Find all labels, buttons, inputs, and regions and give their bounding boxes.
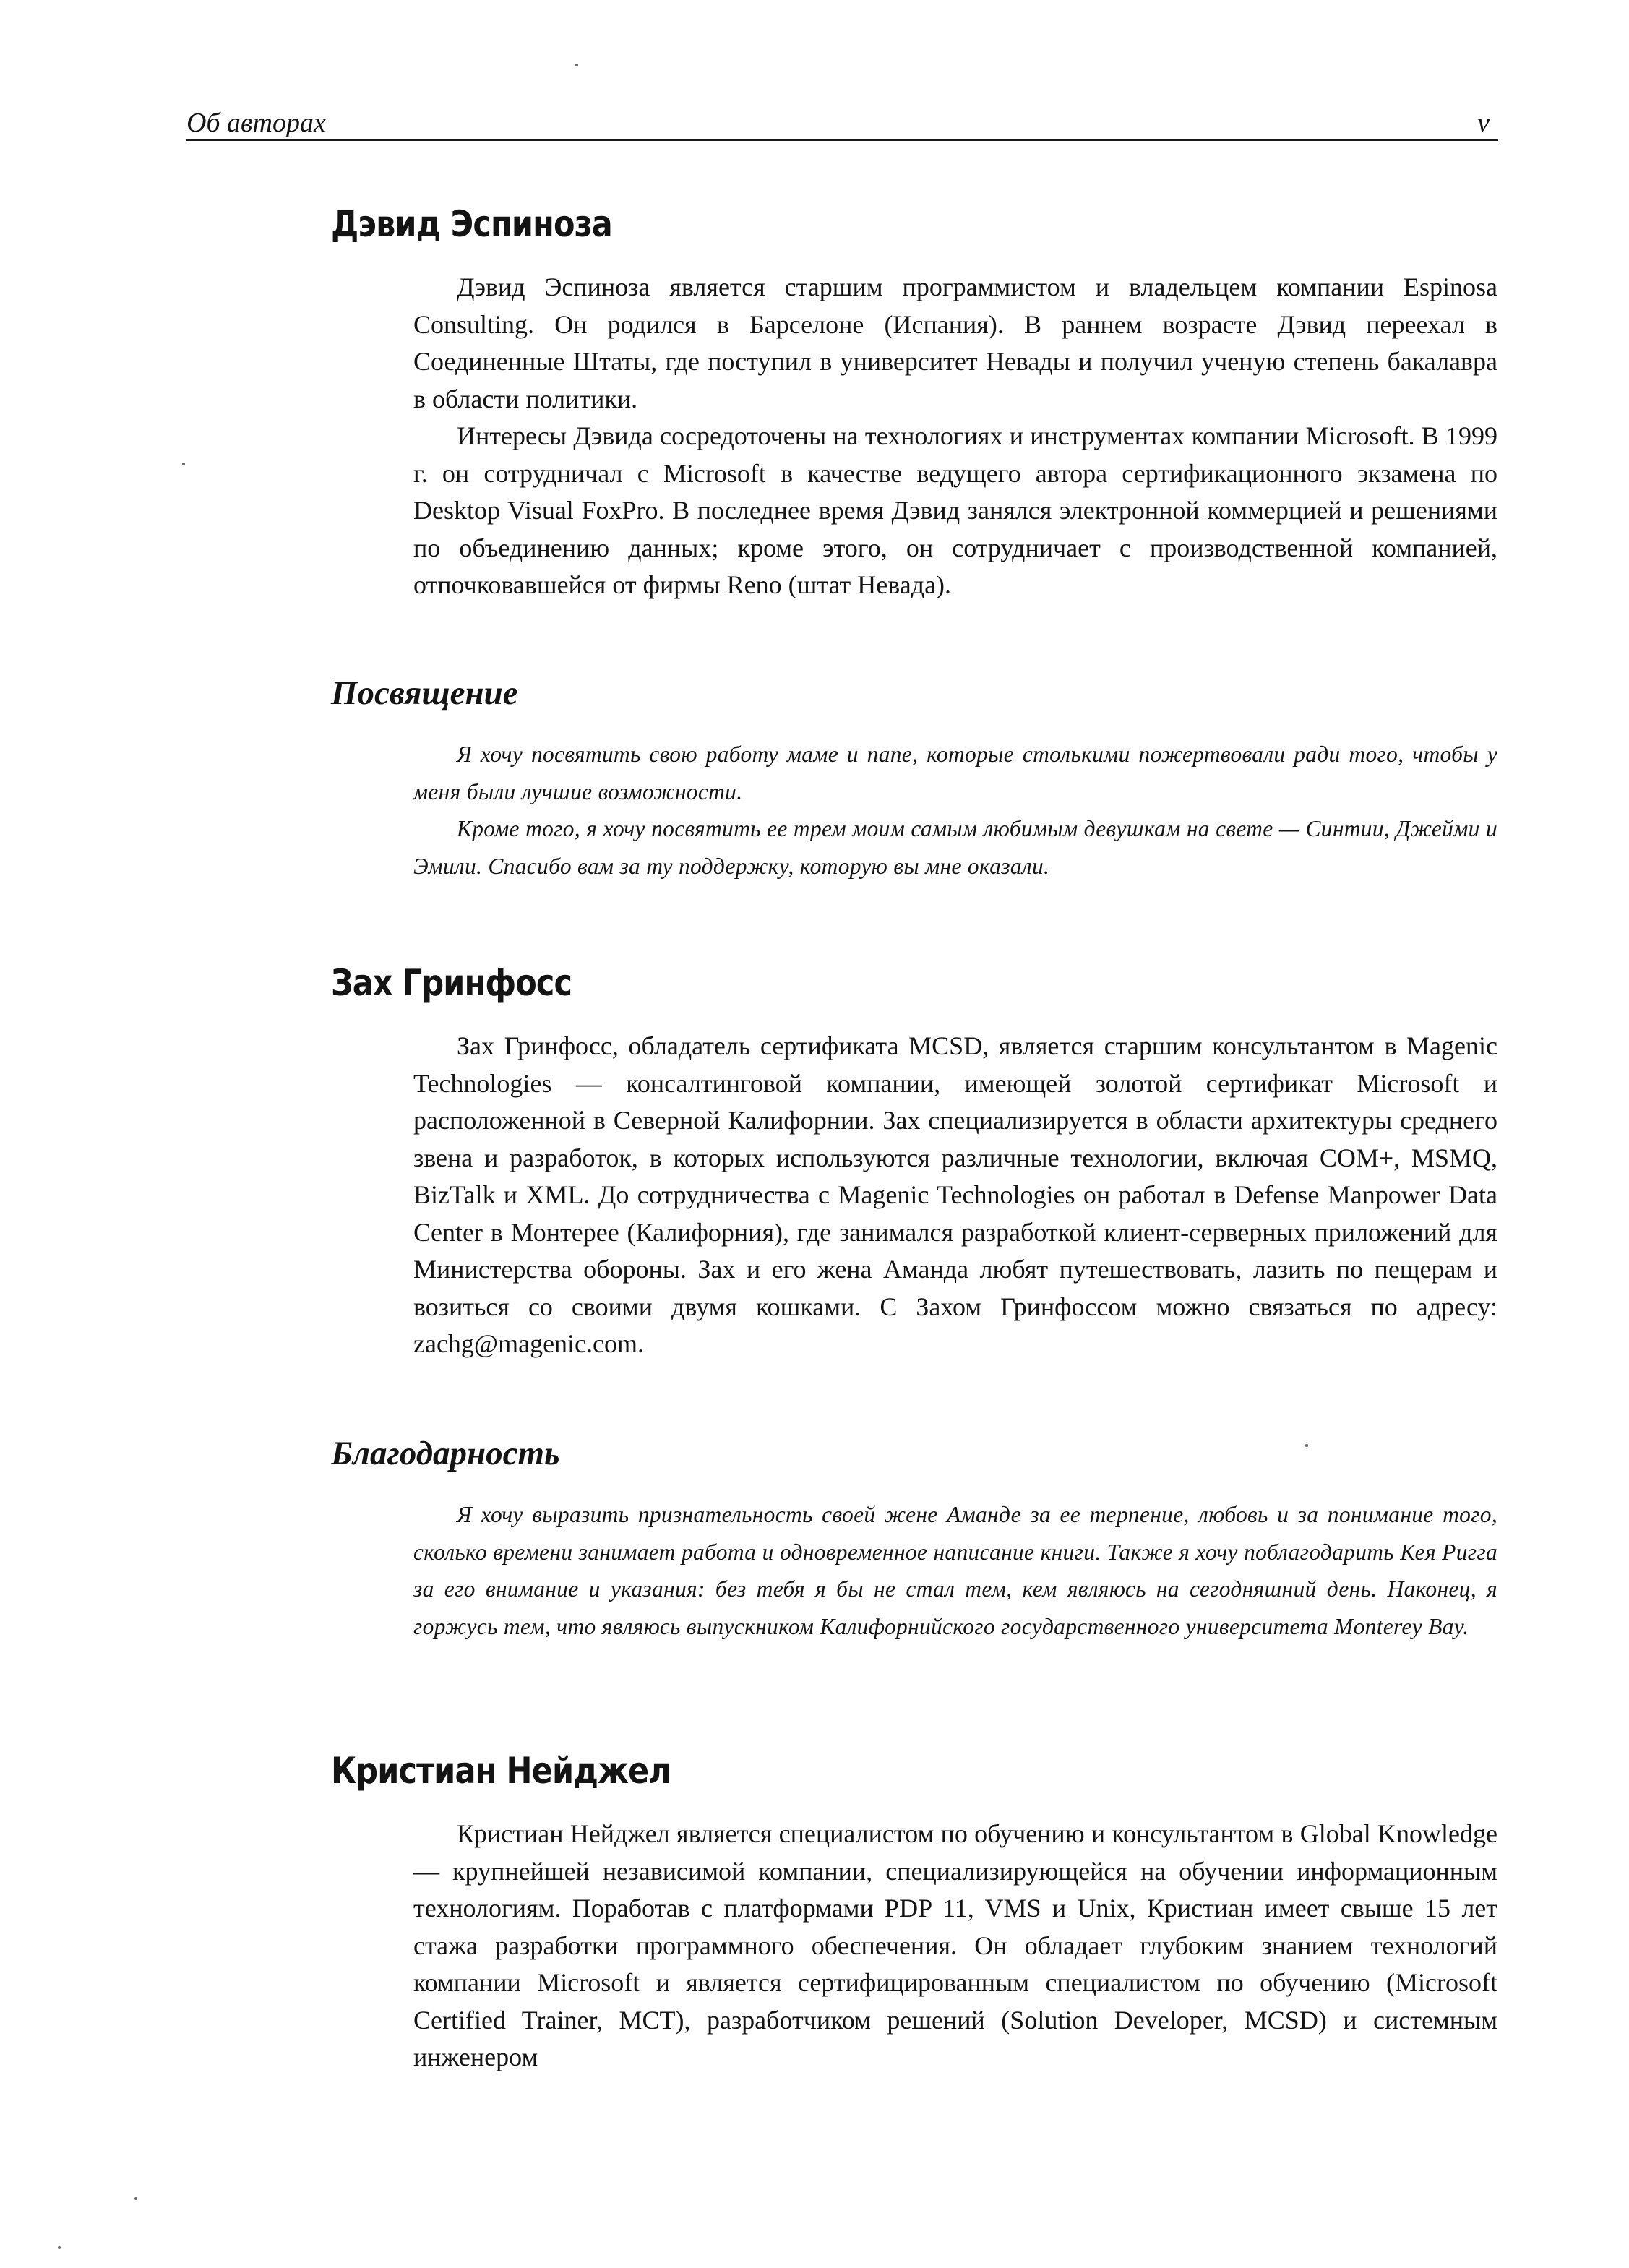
page-number: v: [1477, 108, 1490, 138]
scan-speck: [58, 2246, 61, 2249]
paragraph: Кроме того, я хочу посвятить ее трем моим самым любимым девушкам на свете — Синтии, Джейми и Эмили. Спасибо вам за ту поддержку, которую вы мне оказали.: [413, 816, 1497, 879]
bio-david-espinosa: [413, 269, 1497, 604]
scan-speck: [134, 2197, 137, 2200]
heading-zach-greenvoss: Зах Гринфосс: [331, 962, 572, 1004]
paragraph: Я хочу посвятить свою работу маме и папе, которые столькими пожертвовали ради того, чтобы у меня были лучшие возможности.: [413, 742, 1497, 804]
bio-christian-nagel: [413, 1816, 1497, 2076]
paragraph: Я хочу выразить признательность своей жене Аманде за ее терпение, любовь и за понимание того, сколько времени занимает работа и одновременное написание книги. Также я хочу поблагодарить Кея Ригга за его внимание и указания: без тебя я бы не стал тем, кем являюсь на сегодняшний день. Наконец, я горжусь тем, что являюсь выпускником Калифорнийского государственного университета Monterey Bay.: [413, 1502, 1497, 1639]
heading-david-espinosa: Дэвид Эспиноза: [331, 203, 612, 245]
running-head-title: Об авторах: [186, 108, 326, 138]
paragraph: Интересы Дэвида сосредоточены на технологиях и инструментах компании Microsoft. В 1999 г. он сотрудничал с Microsoft в качестве ведущего автора сертификационного экзамена по Desktop Visual FoxPro. В последнее время Дэвид занялся электронной коммерцией и решениями по объединению данных; кроме этого, он сотрудничает с производственной компанией, отпочковавшейся от фирмы Reno (штат Невада).: [413, 421, 1497, 599]
heading-christian-nagel: Кристиан Нейджел: [331, 1750, 671, 1792]
running-head: [186, 107, 1498, 143]
paragraph: Зах Гринфосс, обладатель сертификата MCSD, является старшим консультантом в Magenic Technologies — консалтинговой компании, имеющей золотой сертификат Microsoft и расположенной в Северной Калифорнии. Зах специализируется в области архитектуры среднего звена и разработок, в которых используются различные технологии, включая COM+, MSMQ, BizTalk и XML. До сотрудничества с Magenic Technologies он работал в Defense Manpower Data Center в Монтерее (Калифорния), где занимался разработкой клиент-серверных приложений для Министерства обороны. Зах и его жена Аманда любят путешествовать, лазить по пещерам и возиться со своими двумя кошками. С Захом Гринфоссом можно связаться по адресу: zachg@magenic.com.: [413, 1031, 1497, 1358]
paragraph: Кристиан Нейджел является специалистом по обучению и консультантом в Global Knowledge — крупнейшей независимой компании, специализирующейся на обучении информационным технологиям. Поработав с платформами PDP 11, VMS и Unix, Кристиан имеет свыше 15 лет стажа разработки программного обеспечения. Он обладает глубоким знанием технологий компании Microsoft и является сертифицированным специалистом по обучению (Microsoft Certified Trainer, MCT), разработчиком решений (Solution Developer, MCSD) и системным инженером: [413, 1819, 1497, 2071]
heading-dedication: Посвящение: [331, 674, 518, 712]
scan-speck: [575, 64, 578, 66]
bio-zach-greenvoss: [413, 1028, 1497, 1363]
dedication-text: [413, 736, 1497, 885]
scan-speck: [182, 463, 185, 465]
header-rule: [186, 139, 1498, 141]
paragraph: Дэвид Эспиноза является старшим программистом и владельцем компании Espinosa Consulting. Он родился в Барселоне (Испания). В раннем возрасте Дэвид переехал в Соединенные Штаты, где поступил в университет Невады и получил ученую степень бакалавра в области политики.: [413, 272, 1497, 413]
acknowledgement-text: [413, 1496, 1497, 1645]
heading-acknowledgement: Благодарность: [331, 1435, 560, 1472]
scan-speck: [1305, 1444, 1308, 1447]
